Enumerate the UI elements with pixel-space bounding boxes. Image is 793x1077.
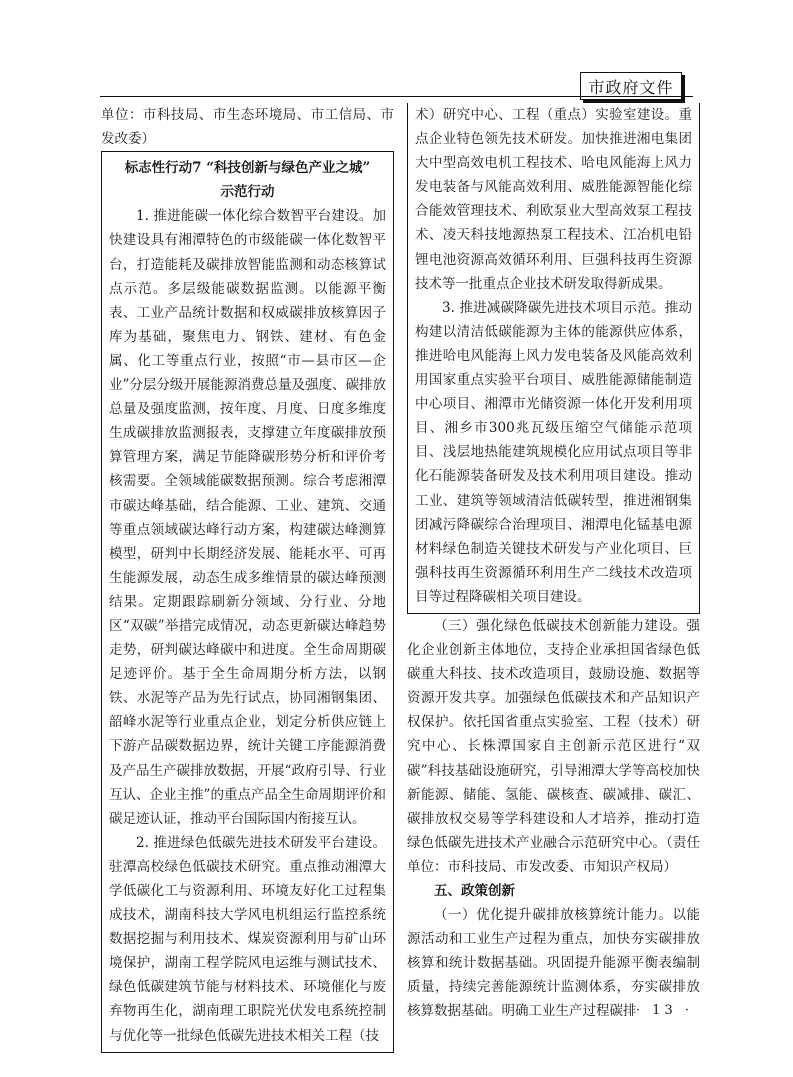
landmark-action-box-continued — [407, 103, 700, 614]
box-title-line-1: 标志性行动7 “科技创新与绿色产业之城” — [124, 160, 371, 177]
responsible-units-text: 单位：市科技局、市生态环境局、市工信局、市发改委） — [101, 107, 394, 148]
section-heading-5: 五、政策创新 — [434, 883, 515, 899]
right-column — [407, 103, 700, 1024]
paragraph-item-2: 2. 推进绿色低碳先进技术研发平台建设。驻潭高校绿色低碳技术研究。重点推动湘潭大学低碳化工与资源利用、环境友好化工过程集成技术，湖南科技大学风电机组运行监控系统数据挖掘与利用技术、煤炭资源利用与矿山环境保护，湖南工程学院风电运维与测试技术、绿色低碳建筑节能与材料技术、环境催化与废弃物再生化，湖南理工职院光伏发电系统控制与优化等一批绿色低碳先进技术相关工程（技 — [109, 834, 386, 1044]
left-column — [101, 103, 394, 1053]
paragraph-section-3: （三）强化绿色低碳技术创新能力建设。强化企业创新主体地位，支持企业承担国省绿色低碳重大科技、技术改造项目，鼓励设施、数据等资源开发共享。加强绿色低碳技术和产品知识产权保护。依托国省重点实验室、工程（技术）研究中心、长株潭国家自主创新示范区进行“双碳”科技基础设施研究，引导湘潭大学等高校加快新能源、储能、氢能、碳核查、碳减排、碳汇、碳排放权交易等学科建设和人才培养，推动打造绿色低碳先进技术产业融合示范研究中心。（责任单位：市科技局、市发改委、市知识产权局） — [407, 617, 700, 875]
paragraph-section-5-1: （一）优化提升碳排放核算统计能力。以能源活动和工业生产过程为重点，加快夯实碳排放核算和统计数据基础。巩固提升能源平衡表编制质量，持续完善能源统计监测体系，夯实碳排放核算数据基础。明确工业生产过程碳排 — [407, 907, 700, 1020]
paragraph-item-1: 1. 推进能碳一体化综合数智平台建设。加快建设具有湘潭特色的市级能碳一体化数智平台，打造能耗及碳排放智能监测和动态核算试点示范。多层级能碳数据监测。以能源平衡表、工业产品统计数据和权威碳排放核算因子库为基础，聚焦电力、钢铁、建材、有色金属、化工等重点行业，按照“市—县市区—企业”分层分级开展能源消费总量及强度、碳排放总量及强度监测，按年度、月度、日度多维度生成碳排放监测报表，支撑建立年度碳排放预算管理方案，满足节能降碳形势分析和评价考核需要。全领域能碳数据预测。综合考虑湘潭市碳达峰基础，结合能源、工业、建筑、交通等重点领域碳达峰行动方案，构建碳达峰测算模型，研判中长期经济发展、能耗水平、可再生能源发展，动态生成多维情景的碳达峰预测结果。定期跟踪刷新分领域、分行业、分地区“双碳”举措完成情况，动态更新碳达峰趋势走势，研判碳达峰碳中和进度。全生命周期碳足迹评价。基于全生命周期分析方法，以钢铁、水泥等产品为先行试点，协同湘钢集团、韶峰水泥等行业重点企业，划定分析供应链上下游产品碳数据边界，统计关键工序能源消费及产品生产碳排放数据，开展“政府引导、行业互认、企业主推”的重点产品全生命周期评价和碳足迹认证，推动平台国际国内衔接互认。 — [109, 208, 386, 827]
paragraph-item-3: 3. 推进减碳降碳先进技术项目示范。推动构建以清洁低碳能源为主体的能源供应体系，推进哈电风能海上风力发电装备及风能高效利用国家重点实验平台项目、威胜能源储能制造中心项目、湘潭市光储资源一体化开发利用项目、湘乡市300兆瓦级压缩空气储能示范项目、浅层地热能建筑规模化应用试点项目等非化石能源装备研发及技术利用项目建设。推动工业、建筑等领域清洁低碳转型，推进湘钢集团减污降碳综合治理项目、湘潭电化锰基电源材料绿色制造关键技术研发与产业化项目、巨强科技再生资源循环利用生产二线技术改造项目等过程降碳相关项目建设。 — [415, 299, 692, 605]
header-rule — [100, 96, 693, 97]
page-number: · 13 · — [635, 1003, 693, 1018]
document-type-badge: 市政府文件 — [580, 72, 682, 100]
box-title-line-2: 示范行动 — [220, 184, 275, 201]
landmark-action-box — [101, 151, 394, 1052]
paragraph-item-2-continued: 术）研究中心、工程（重点）实验室建设。重点企业特色领先技术研发。加快推进湘电集团大中型高效电机工程技术、哈电风能海上风力发电装备与风能高效利用、威胜能源智能化综合能效管理技术、利欧泵业大型高效泵工程技术、凌天科技地源热泵工程技术、江冶机电铅锂电池资源高效循环利用、巨强科技再生资源技术等一批重点企业技术研发取得新成果。 — [415, 107, 692, 292]
